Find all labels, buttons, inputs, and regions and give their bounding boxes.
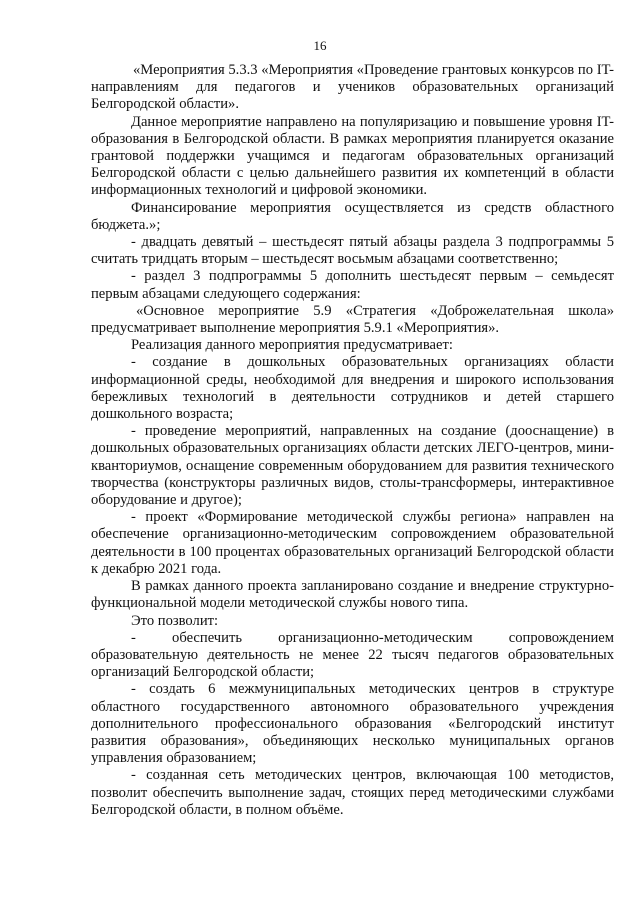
paragraph-9: - проведение мероприятий, направленных на создание (дооснащение) в дошкольных образовательных организациях области детских ЛЕГО-центров, мини-кванториумов, оснащение современным оборудованием для развития технического творчества (конструкторы различных видов, столы-трансформеры, интерактивное оборудование и другое); [91, 423, 614, 509]
page-number: 16 [313, 38, 327, 53]
paragraph-8: - создание в дошкольных образовательных организациях области информационной среды, необходимой для внедрения и широкого использования бережливых технологий в деятельности сотрудников и детей старшего дошкольного возраста; [91, 354, 614, 423]
paragraph-15: - созданная сеть методических центров, включающая 100 методистов, позволит обеспечить выполнение задач, стоящих перед методическими службами Белгородской области, в полном объёме. [91, 767, 614, 818]
paragraph-10: - проект «Формирование методической службы региона» направлен на обеспечение организационно-методическим сопровождением образовательной деятельности в 100 процентах образовательных организаций Белгородской области к декабрю 2021 года. [91, 509, 614, 577]
paragraph-13: - обеспечить организационно-методическим сопровождением образовательную деятельность не менее 22 тысяч педагогов образовательных организаций Белгородской области; [91, 629, 614, 681]
paragraph-12: Это позволит: [131, 612, 219, 629]
paragraph-3: Финансирование мероприятия осуществляется из средств областного бюджета.»; [91, 199, 614, 233]
paragraph-6: «Основное мероприятие 5.9 «Стратегия «Доброжелательная школа» предусматривает выполнение мероприятия 5.9.1 «Мероприятия». [91, 302, 614, 337]
paragraph-1: «Мероприятия 5.3.3 «Мероприятия «Проведение грантовых конкурсов по IT-направлениям для педагогов и учеников образовательных организаций Белгородской области». [91, 62, 614, 113]
paragraph-14: - создать 6 межмуниципальных методических центров в структуре областного государственного автономного образовательного учреждения дополнительного профессионального образования «Белгородский институт развития образования», объединяющих несколько муниципальных органов управления образованием; [91, 681, 614, 767]
paragraph-7: Реализация данного мероприятия предусматривает: [131, 337, 453, 354]
paragraph-5: - раздел 3 подпрограммы 5 дополнить шестьдесят первым – семьдесят первым абзацами следующего содержания: [91, 268, 614, 302]
paragraph-11: В рамках данного проекта запланировано создание и внедрение структурно-функциональной модели методической службы нового типа. [91, 578, 614, 612]
document-body [91, 62, 614, 819]
paragraph-4: - двадцать девятый – шестьдесят пятый абзацы раздела 3 подпрограммы 5 считать тридцать вторым – шестьдесят восьмым абзацами соответственно; [91, 234, 614, 268]
paragraph-2: Данное мероприятие направлено на популяризацию и повышение уровня IT-образования в Белгородской области. В рамках мероприятия планируется оказание грантовой поддержки учащимся и педагогам образовательных организаций Белгородской области с целью дальнейшего развития их компетенций в области информационных технологий и цифровой экономики. [91, 113, 614, 199]
